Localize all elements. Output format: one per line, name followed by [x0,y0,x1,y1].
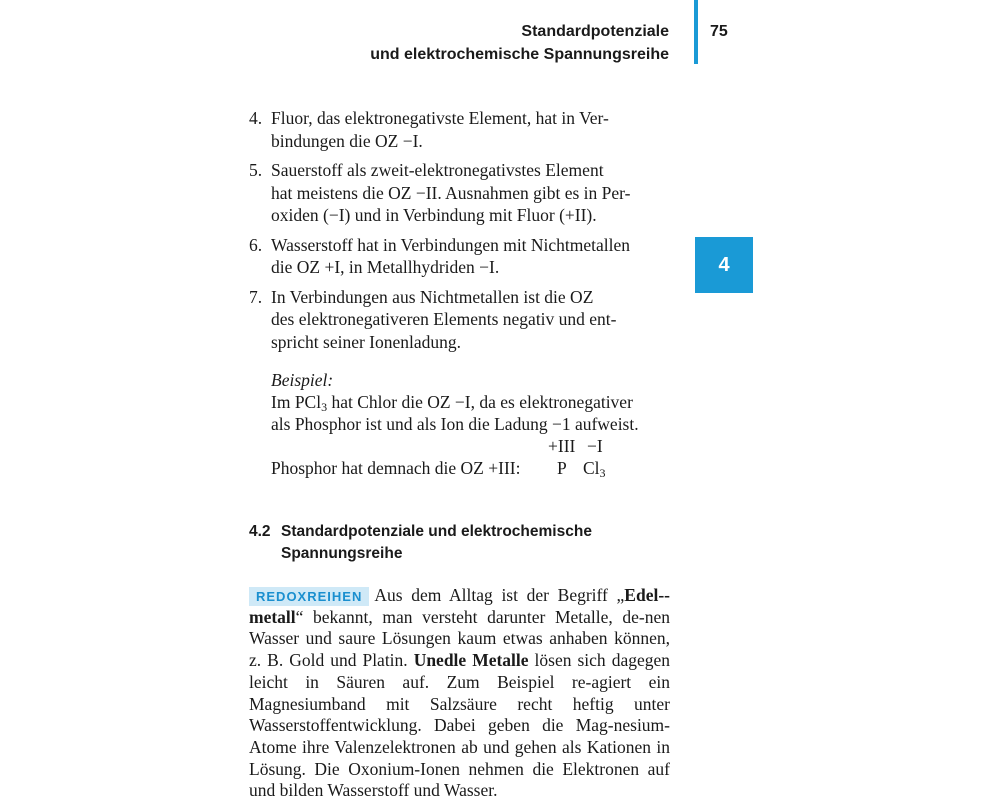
list-item-number: 7. [249,286,263,307]
list-item [249,159,671,227]
example-line-1 [271,391,691,413]
example-block [271,369,691,479]
running-head-line-1: Standardpotenziale [521,23,669,40]
running-head-line-2: und elektrochemische Spannungsreihe [370,46,669,63]
formula-cl [583,457,606,479]
example-line-2: als Phosphor ist und als Ion die Ladung −1 aufweist. [271,414,639,434]
example-line-1-start: Im PCl [271,392,322,412]
marginal-keyword-badge: REDOXREIHEN [249,587,369,606]
list-item-text: Fluor, das elektronegativste Element, hat in Ver- bindungen die OZ −I. [271,108,609,151]
paragraph-text-1: Aus dem Alltag ist der Begriff „ [374,585,625,605]
list-item [249,286,671,354]
formula-p: P [557,458,567,478]
page-number: 75 [710,23,728,40]
oxidation-numbers-row [271,435,691,457]
example-line-1-subscript: 3 [321,400,328,414]
chapter-tab: 4 [695,237,753,293]
section-title: Standardpotenziale und elektrochemische Spannungsreihe [281,523,592,562]
list-item-number: 4. [249,108,263,128]
paragraph-text-3: lösen sich dagegen leicht in Säuren auf. Zum Beispiel re-agiert ein Magnesiumband mit Salzsäure recht heftig unter Wasserstoffentwicklung. Dabei geben die Mag-nesium-Atome ihre Valenzelektronen ab und gehen als Kationen in Lösung. Die Oxonium-Ionen nehmen die Elektronen auf und bilden Wasserstoff und Wasser. [249,650,670,801]
example-label: Beispiel: [271,370,334,390]
list-item [249,234,671,279]
paragraph-text-2: “ bekannt, man versteht darunter Metalle, de-nen Wasser und saure Lösungen kaum etwas anhaben können, z. B. Gold und Platin. [249,606,670,671]
paragraph-bold-term-1: Edel-metall [249,585,670,627]
example-line-3: Phosphor hat demnach die OZ +III: [271,458,521,478]
formula-cl-subscript: 3 [599,466,606,480]
list-item-number: 6. [249,234,263,255]
oxidation-rules-list [249,107,671,360]
formula-row [271,457,691,479]
list-item-number: 5. [249,160,263,180]
running-head [370,20,669,66]
list-item [249,107,671,152]
list-item-text: In Verbindungen aus Nichtmetallen ist die OZ des elektronegativeren Elements negativ und ent- spricht seiner Ionenladung. [271,286,617,352]
example-line-1-end: hat Chlor die OZ −I, da es elektronegativer [327,392,633,412]
section-number: 4.2 [249,523,271,540]
paragraph-bold-term-2: Unedle Metalle [413,650,529,671]
formula-cl-symbol: Cl [583,458,600,478]
oxidation-number-p: +III [548,436,576,456]
list-item-text: Sauerstoff als zweit-elektronegativstes Element hat meistens die OZ −II. Ausnahmen gibt es in Per- oxiden (−I) und in Verbindung mit Fluor (+II). [271,160,631,225]
oxidation-number-cl: −I [587,436,603,456]
header-accent-rule [694,0,698,64]
body-paragraph [249,585,670,802]
section-heading [249,521,689,565]
list-item-text: Wasserstoff hat in Verbindungen mit Nichtmetallen die OZ +I, in Metallhydriden −I. [271,234,631,277]
